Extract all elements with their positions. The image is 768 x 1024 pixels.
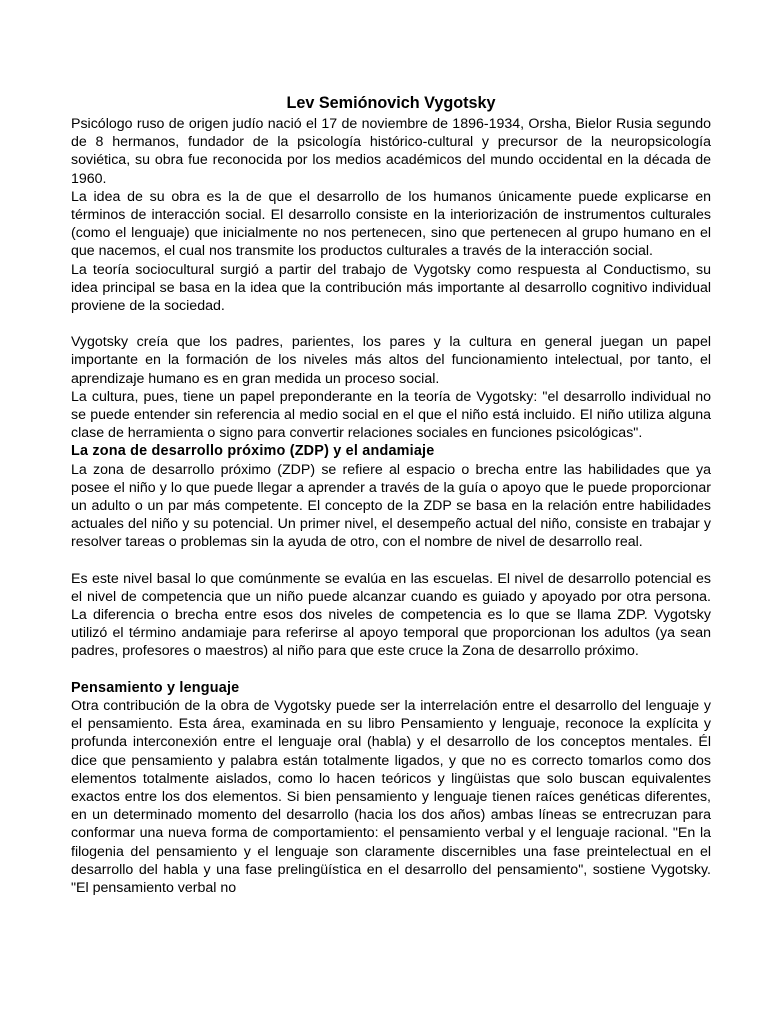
paragraph-zdp-scaffolding: Es este nivel basal lo que comúnmente se evalúa en las escuelas. El nivel de desarrollo potencial es el nivel de competencia que un niño puede alcanzar cuando es guiado y apoyado por otra persona. La diferencia o brecha entre esos dos niveles de competencia es lo que se llama ZDP. Vygotsky utilizó el término andamiaje para referirse al apoyo temporal que proporcionan los adultos (ya sean padres, profesores o maestros) al niño para que este cruce la Zona de desarrollo próximo. bbox=[71, 570, 711, 660]
paragraph-social-interaction: La idea de su obra es la de que el desarrollo de los humanos únicamente puede explicarse en términos de interacción social. El desarrollo consiste en la interiorización de instrumentos culturales (como el lenguaje) que inicialmente no nos pertenecen, sino que pertenecen al grupo humano en el que nacemos, el cual nos transmite los productos culturales a través de la interacción social. bbox=[71, 188, 711, 260]
section-heading-thought-language: Pensamiento y lenguaje bbox=[71, 679, 240, 696]
paragraph-gap bbox=[71, 661, 711, 679]
paragraph-biography: Psicólogo ruso de origen judío nació el 17 de noviembre de 1896-1934, Orsha, Bielor Rusia segundo de 8 hermanos, fundador de la psicología histórico-cultural y precursor de la neuropsicología soviética, su obra fue reconocida por los medios académicos del mundo occidental en la década de 1960. bbox=[71, 116, 711, 187]
paragraph-gap bbox=[71, 552, 711, 570]
paragraph-culture-role: La cultura, pues, tiene un papel preponderante en la teoría de Vygotsky: "el desarrollo individual no se puede entender sin referencia al medio social en el que el niño está incluido. El niño utiliza alguna clase de herramienta o signo para convertir relaciones sociales en funciones psicológicas". bbox=[71, 388, 711, 442]
document-page bbox=[71, 93, 711, 897]
paragraph-gap bbox=[71, 315, 711, 333]
document-title: Lev Semiónovich Vygotsky bbox=[286, 94, 496, 112]
paragraph-thought-language: Otra contribución de la obra de Vygotsky puede ser la interrelación entre el desarrollo del lenguaje y el pensamiento. Esta área, examinada en su libro Pensamiento y lenguaje, reconoce la explícita y profunda interconexión entre el lenguaje oral (habla) y el desarrollo de los conceptos mentales. Él dice que pensamiento y palabra están totalmente ligados, y que no es correcto tomarlos como dos elementos totalmente aislados, como lo hacen teóricos y lingüistas que solo buscan equivalentes exactos entre los dos elementos. Si bien pensamiento y lenguaje tienen raíces genéticas diferentes, en un determinado momento del desarrollo (hacia los dos años) ambas líneas se entrecruzan para conformar una nueva forma de comportamiento: el pensamiento verbal y el lenguaje racional. "En la filogenia del pensamiento y el lenguaje son claramente discernibles una fase preintelectual en el desarrollo del habla y una fase prelingüística en el desarrollo del pensamiento", sostiene Vygotsky. "El pensamiento verbal no bbox=[71, 697, 711, 896]
section-heading-zdp: La zona de desarrollo próximo (ZDP) y el andamiaje bbox=[71, 443, 435, 460]
paragraph-learning-social: Vygotsky creía que los padres, parientes, los pares y la cultura en general juegan un papel importante en la formación de los niveles más altos del funcionamiento intelectual, por tanto, el aprendizaje humano es en gran medida un proceso social. bbox=[71, 334, 711, 387]
paragraph-sociocultural-theory: La teoría sociocultural surgió a partir del trabajo de Vygotsky como respuesta al Conductismo, su idea principal se basa en la idea que la contribución más importante al desarrollo cognitivo individual proviene de la sociedad. bbox=[71, 261, 711, 315]
paragraph-zdp-definition: La zona de desarrollo próximo (ZDP) se refiere al espacio o brecha entre las habilidades que ya posee el niño y lo que puede llegar a aprender a través de la guía o apoyo que le puede proporcionar un adulto o un par más competente. El concepto de la ZDP se basa en la relación entre habilidades actuales del niño y su potencial. Un primer nivel, el desempeño actual del niño, consiste en trabajar y resolver tareas o problemas sin la ayuda de otro, con el nombre de nivel de desarrollo real. bbox=[71, 461, 711, 551]
